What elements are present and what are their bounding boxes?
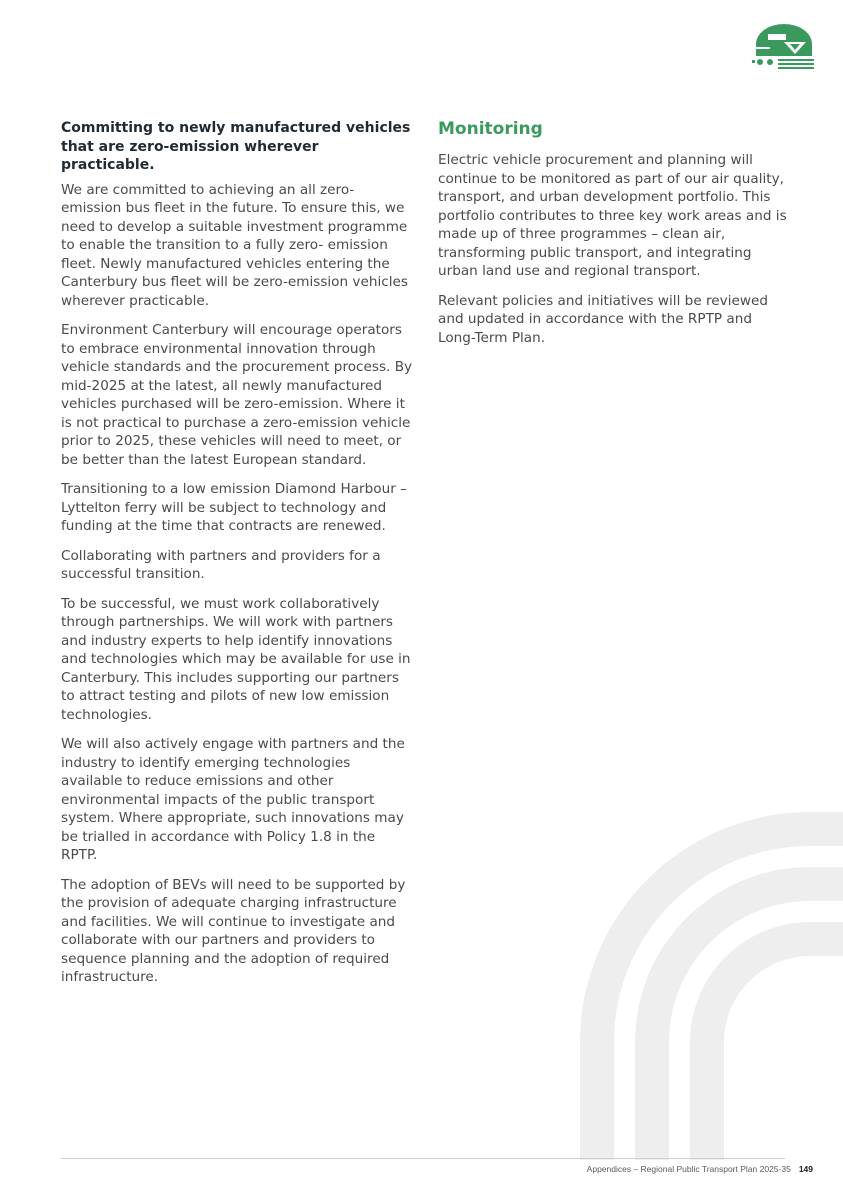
right-column	[438, 119, 788, 358]
paragraph: The adoption of BEVs will need to be supported by the provision of adequate charging infrastructure and facilities. We will continue to investigate and collaborate with our partners and providers to sequence planning and the adoption of required infrastructure.	[61, 876, 406, 985]
paragraph: We will also actively engage with partners and the industry to identify emerging technologies available to reduce emissions and other environmental impacts of the public transport system. Where appropriate, such innovations may be trialled in accordance with Policy 1.8 in the RPTP.	[61, 736, 405, 863]
paragraph: Electric vehicle procurement and planning will continue to be monitored as part of our air quality, transport, and urban development portfolio. This portfolio contributes to three key work areas and is made up of three programmes – clean air, transforming public transport, and integrating urban land use and regional transport.	[438, 152, 787, 279]
page-number: 149	[798, 1164, 813, 1174]
section-heading: Committing to newly manufactured vehicles that are zero-emission wherever practicable.	[61, 120, 411, 173]
page-footer	[587, 1164, 813, 1174]
footer-divider	[61, 1158, 785, 1159]
paragraph: To be successful, we must work collaboratively through partnerships. We will work with partners and industry experts to help identify innovations and technologies which may be available for use in Canterbury. This includes supporting our partners to attract testing and pilots of new low emission technologies.	[61, 595, 411, 723]
paragraph: Collaborating with partners and providers for a successful transition.	[61, 547, 381, 582]
paragraph: Transitioning to a low emission Diamond Harbour – Lyttelton ferry will be subject to technology and funding at the time that contracts are renewed.	[61, 481, 407, 534]
decorative-arcs	[580, 812, 843, 1160]
monitoring-title: Monitoring	[438, 119, 543, 139]
paragraph: We are committed to achieving an all zero-emission bus fleet in the future. To ensure this, we need to develop a suitable investment programme to enable the transition to a fully zero- emission fleet. Newly manufactured vehicles entering the Canterbury bus fleet will be zero-emission vehicles wherever practicable.	[61, 181, 408, 309]
footer-text: Appendices – Regional Public Transport Plan 2025-35	[586, 1164, 791, 1174]
paragraph: Relevant policies and initiatives will be reviewed and updated in accordance with the RPTP and Long-Term Plan.	[438, 292, 768, 346]
bus-logo-icon	[748, 24, 820, 70]
left-column	[61, 119, 413, 998]
paragraph: Environment Canterbury will encourage operators to embrace environmental innovation through vehicle standards and the procurement process. By mid-2025 at the latest, all newly manufactured vehicles purchased will be zero-emission. Where it is not practical to purchase a zero-emission vehicle prior to 2025, these vehicles will need to meet, or be better than the latest European standard.	[61, 322, 413, 468]
